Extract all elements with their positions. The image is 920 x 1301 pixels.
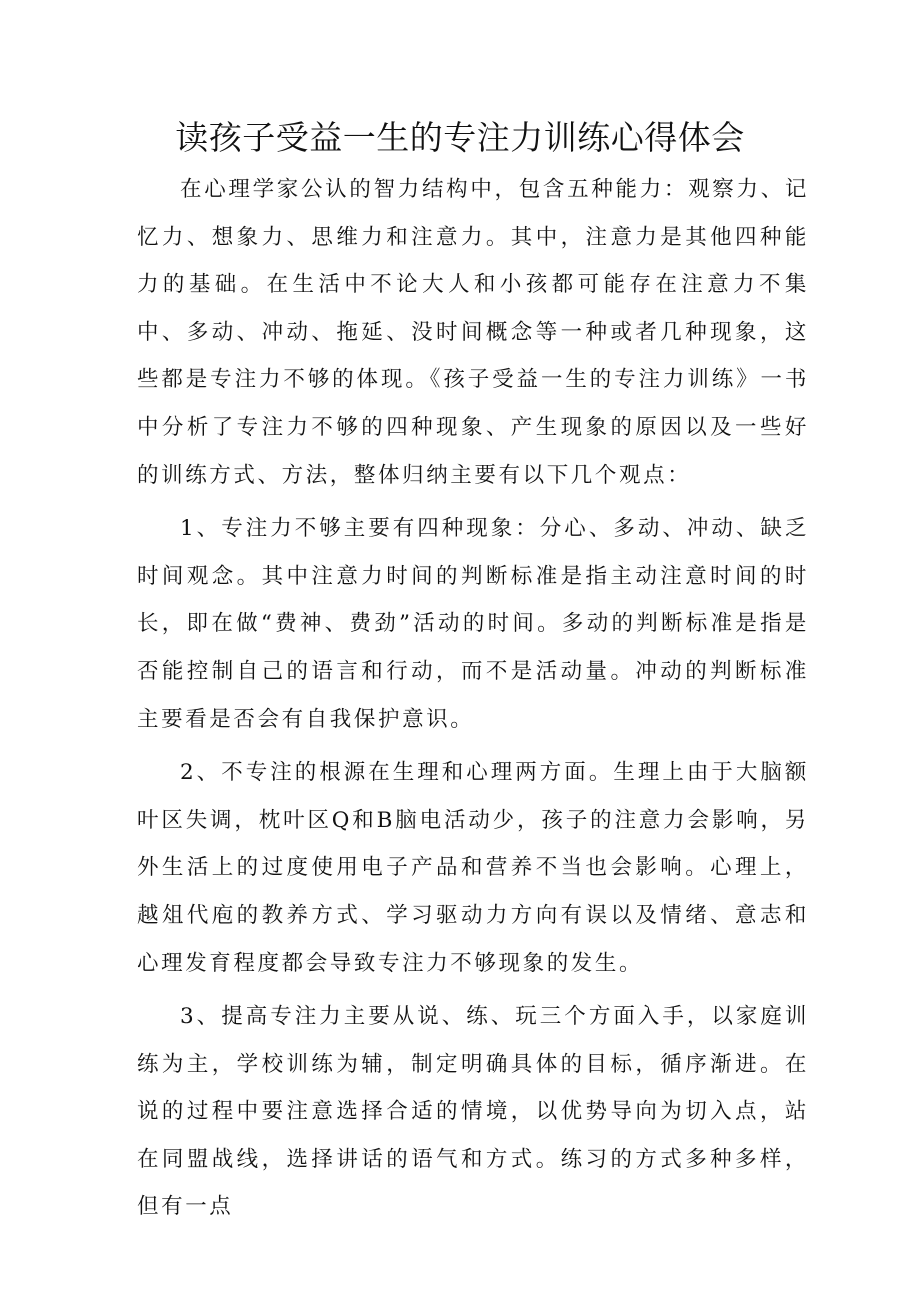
paragraph-intro: 在心理学家公认的智力结构中，包含五种能力：观察力、记忆力、想象力、思维力和注意力。其中，注意力是其他四种能力的基础。在生活中不论大人和小孩都可能存在注意力不集中、多动、冲动、拖延、没时间概念等一种或者几种现象，这些都是专注力不够的体现。《孩子受益一生的专注力训练》一书中分析了专注力不够的四种现象、产生现象的原因以及一些好的训练方式、方法，整体归纳主要有以下几个观点： — [137, 177, 809, 488]
paragraph-point-1: 1、专注力不够主要有四种现象：分心、多动、冲动、缺乏时间观念。其中注意力时间的判断标准是指主动注意时间的时长，即在做“费神、费劲”活动的时间。多动的判断标准是指是否能控制自己的语言和行动，而不是活动量。冲动的判断标准主要看是否会有自我保护意识。 — [137, 516, 809, 732]
document-title: 读孩子受益一生的专注力训练心得体会 — [175, 118, 745, 157]
paragraph-point-2: 2、不专注的根源在生理和心理两方面。生理上由于大脑额叶区失调，枕叶区Q和B脑电活动少，孩子的注意力会影响，另外生活上的过度使用电子产品和营养不当也会影响。心理上，越俎代庖的教养方式、学习驱动力方向有误以及情绪、意志和心理发育程度都会导致专注力不够现象的发生。 — [137, 760, 809, 976]
document-body — [137, 166, 809, 1231]
paragraph-point-3: 3、提高专注力主要从说、练、玩三个方面入手，以家庭训练为主，学校训练为辅，制定明确具体的目标，循序渐进。在说的过程中要注意选择合适的情境，以优势导向为切入点，站在同盟战线，选择讲话的语气和方式。练习的方式多种多样，但有一点 — [137, 1004, 809, 1220]
